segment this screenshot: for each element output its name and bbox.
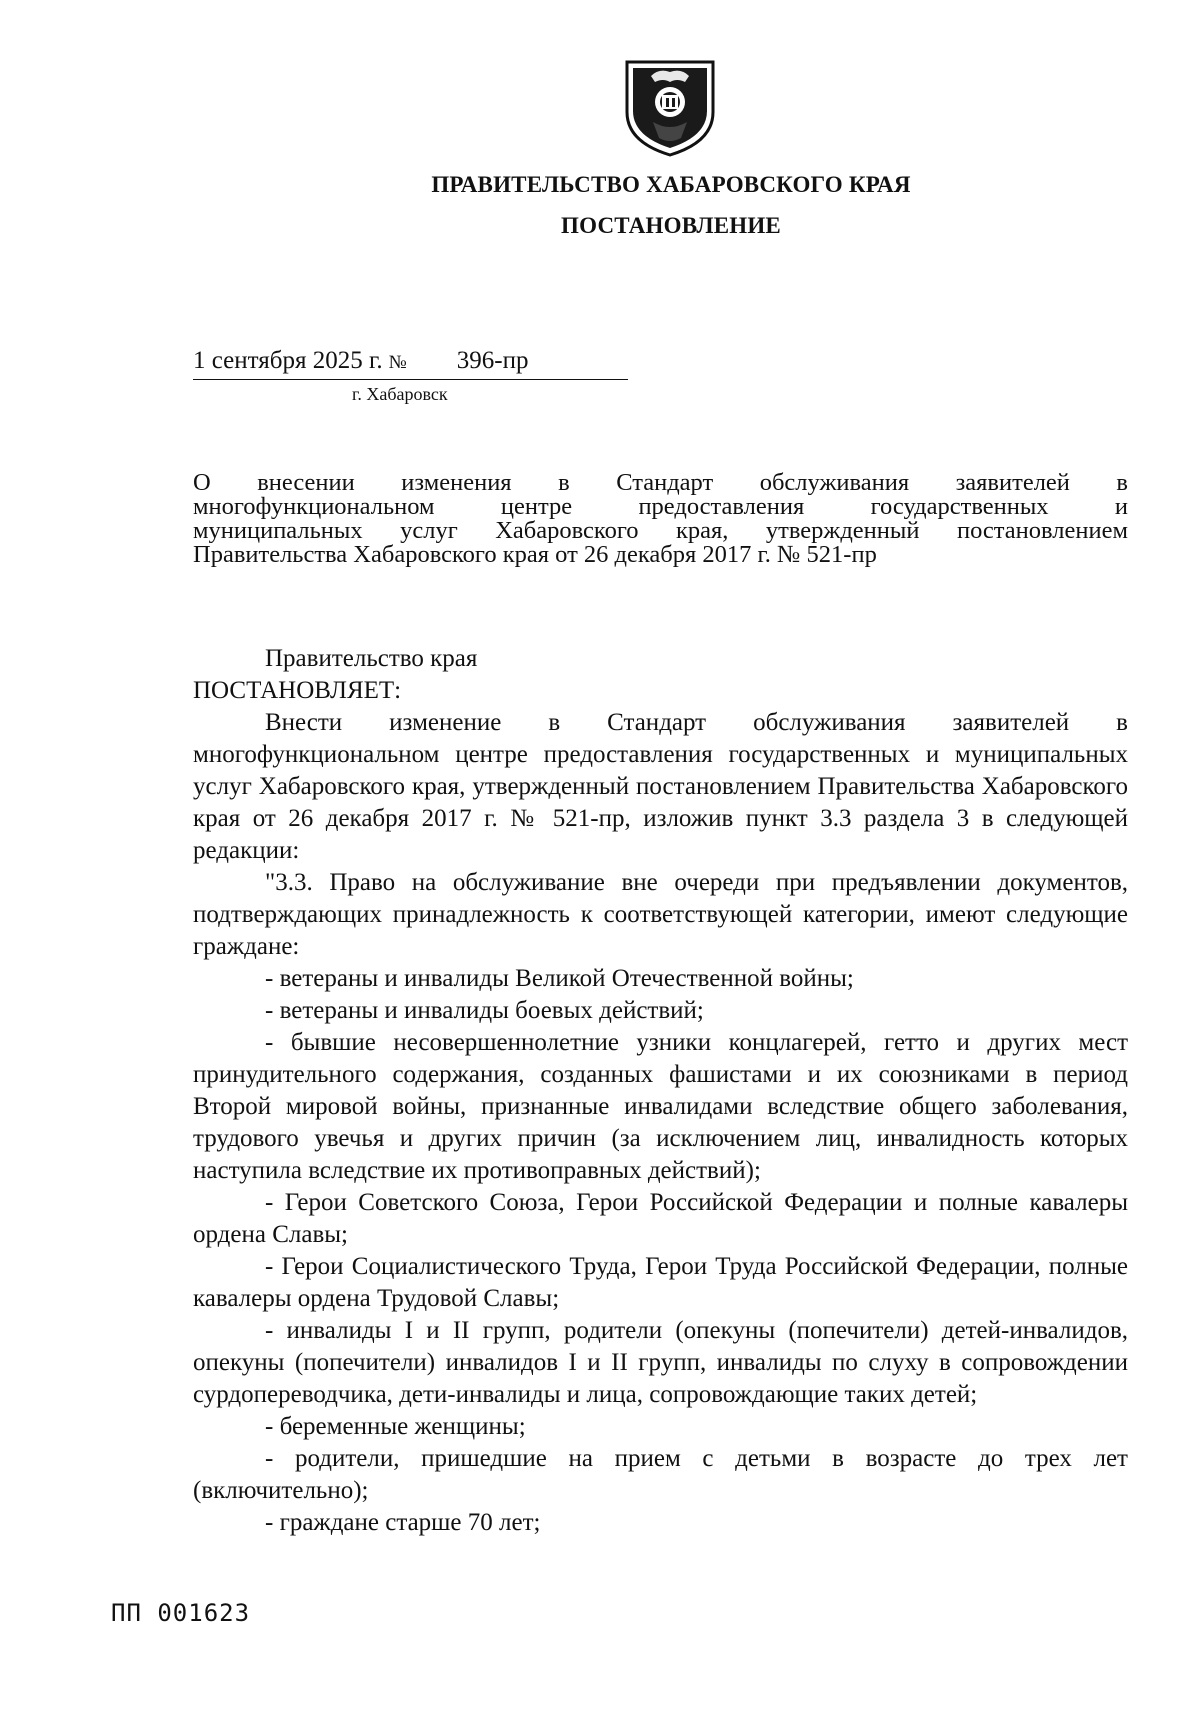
coat-of-arms-icon [623,58,717,158]
list-item: - бывшие несовершеннолетние узники концлагерей, гетто и других мест принудительного содержания, созданных фашистами и их союзниками в период Второй мировой войны, признанные инвалидами вследствие общего заболевания, трудового увечья и других причин (за исключением лиц, инвалидность которых наступила вследствие их противоправных действий); [193,1029,1128,1184]
list-item: - Герои Советского Союза, Герои Российской Федерации и полные кавалеры ордена Славы; [193,1189,1128,1248]
list-item: - граждане старше 70 лет; [265,1509,541,1536]
subject-line: муниципальных услуг Хабаровского края, утвержденный постановлением [193,517,1128,544]
list-item: - ветераны и инвалиды боевых действий; [265,997,704,1024]
document-subject [193,471,1128,567]
government-heading: ПРАВИТЕЛЬСТВО ХАБАРОВСКОГО КРАЯ [431,172,911,197]
document-date: 1 сентября 2025 г. [193,347,383,374]
document-city: г. Хабаровск [352,384,448,404]
subject-line: Правительства Хабаровского края от 26 декабря 2017 г. № 521-пр [193,541,877,568]
list-item: - Герои Социалистического Труда, Герои Труда Российской Федерации, полные кавалеры ордена Трудовой Славы; [193,1253,1128,1312]
date-number-line [193,347,528,375]
resolves-label: ПОСТАНОВЛЯЕТ: [193,677,402,704]
form-serial-number: ПП 001623 [111,1599,251,1627]
number-label: № [388,352,407,373]
date-underline [193,379,628,380]
document-body [193,643,1128,1539]
body-paragraph: Внести изменение в Стандарт обслуживания заявителей в многофункциональном центре предоставления государственных и муниципальных услуг Хабаровского края, утвержденный постановлением Правительства Хабаровского края от 26 декабря 2017 г. № 521-пр, изложив пункт 3.3 раздела 3 в следующей редакции: [193,709,1128,864]
list-item: - инвалиды I и II групп, родители (опекуны (попечители) детей-инвалидов, опекуны (попечители) инвалидов I и II групп, инвалиды по слуху в сопровождении сурдопереводчика, дети-инвалиды и лица, сопровождающие таких детей; [193,1317,1128,1408]
list-item: - беременные женщины; [265,1413,526,1440]
issuing-body: Правительство края [265,645,478,672]
document-type-heading: ПОСТАНОВЛЕНИЕ [561,213,781,238]
list-item: - ветераны и инвалиды Великой Отечественной войны; [265,965,854,992]
body-paragraph: "3.3. Право на обслуживание вне очереди при предъявлении документов, подтверждающих принадлежность к соответствующей категории, имеют следующие граждане: [193,869,1128,960]
list-item: - родители, пришедшие на прием с детьми в возрасте до трех лет (включительно); [193,1445,1128,1504]
subject-line: О внесении изменения в Стандарт обслуживания заявителей в [193,469,1128,496]
document-number: 396-пр [456,347,529,374]
subject-line: многофункциональном центре предоставления государственных и [193,493,1128,520]
